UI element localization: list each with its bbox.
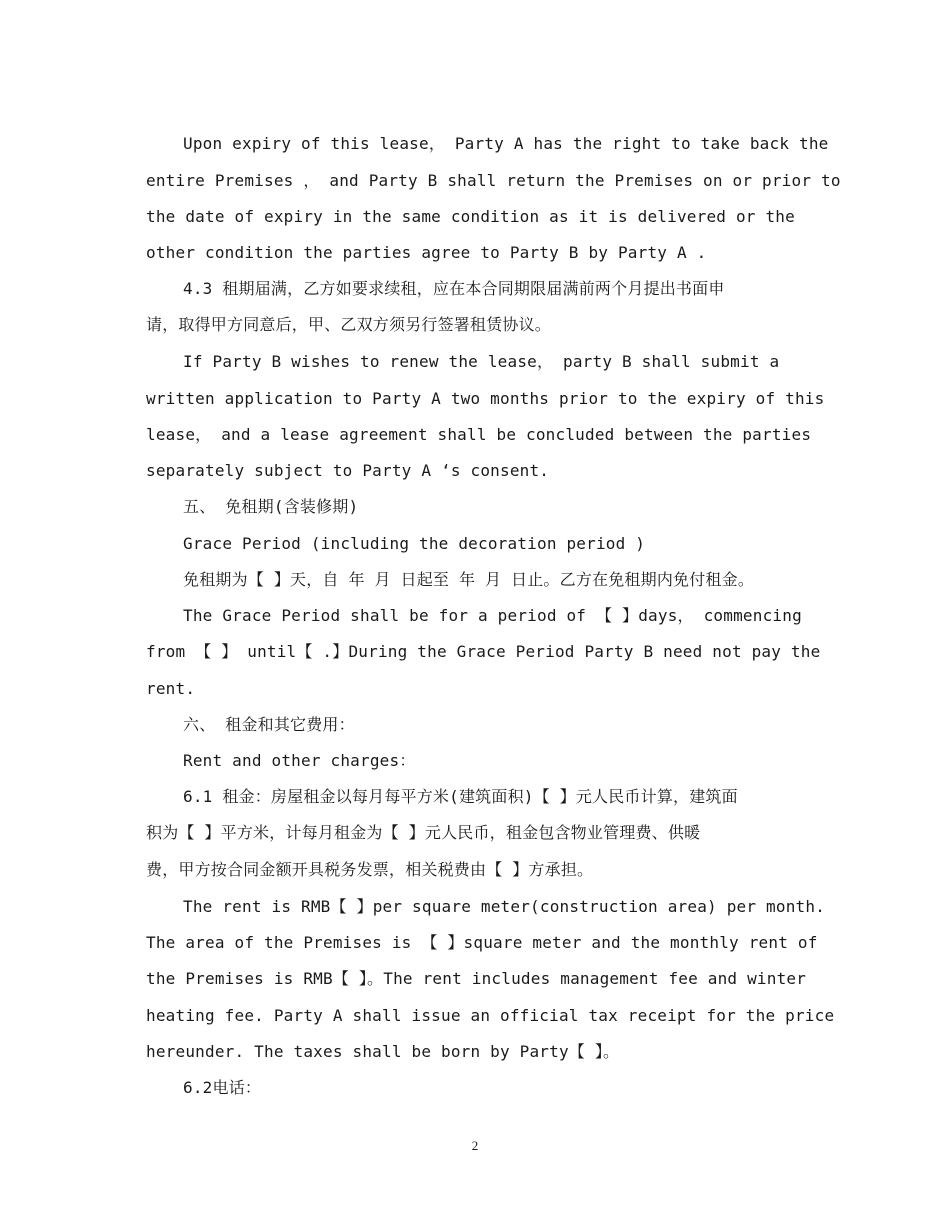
page-number: 2 [471,1138,479,1153]
paragraph-line: The Grace Period shall be for a period of 【 】days， commencing [183,606,802,625]
paragraph-line: hereunder. The taxes shall be born by Party【 】。 [146,1042,620,1061]
paragraph-line: heating fee. Party A shall issue an official tax receipt for the price [146,1006,835,1025]
paragraph-line: separately subject to Party A ‘s consent. [146,461,550,480]
paragraph-line: rent. [146,679,196,698]
paragraph-line: If Party B wishes to renew the lease， party B shall submit a [183,352,780,371]
paragraph-line: Upon expiry of this lease， Party A has the right to take back the [183,134,829,153]
paragraph-line: 6.1 租金：房屋租金以每月每平方米(建筑面积)【 】元人民币计算，建筑面 [183,787,738,806]
paragraph-line: 费，甲方按合同金额开具税务发票，相关税费由【 】方承担。 [146,860,594,879]
section-heading: Rent and other charges： [183,751,416,770]
paragraph-line: 积为【 】平方米，计每月租金为【 】元人民币，租金包含物业管理费、供暖 [146,823,701,842]
paragraph-line: The rent is RMB【 】per square meter(construction area) per month. [183,897,826,916]
paragraph-line: 请，取得甲方同意后，甲、乙双方须另行签署租赁协议。 [146,315,552,334]
paragraph-line: The area of the Premises is 【 】square meter and the monthly rent of [146,933,818,952]
paragraph-line: entire Premises ， and Party B shall return the Premises on or prior to [146,171,841,190]
section-heading: 六、 租金和其它费用： [183,715,355,734]
section-heading: 五、 免租期(含装修期) [183,497,359,516]
paragraph-line: other condition the parties agree to Party B by Party A . [146,243,707,262]
paragraph-line: 6.2电话： [183,1078,262,1097]
paragraph-line: the date of expiry in the same condition as it is delivered or the [146,207,795,226]
paragraph-line: from 【 】 until【 .】During the Grace Period Party B need not pay the [146,642,821,661]
paragraph-line: lease， and a lease agreement shall be concluded between the parties [146,425,812,444]
section-heading: Grace Period (including the decoration period ) [183,534,646,553]
paragraph-line: 4.3 租期届满，乙方如要求续租，应在本合同期限届满前两个月提出书面申 [183,279,725,298]
paragraph-line: 免租期为【 】天，自 年 月 日起至 年 月 日止。乙方在免租期内免付租金。 [183,570,755,589]
paragraph-line: written application to Party A two months prior to the expiry of this [146,389,825,408]
paragraph-line: the Premises is RMB【 】。The rent includes management fee and winter [146,969,807,988]
